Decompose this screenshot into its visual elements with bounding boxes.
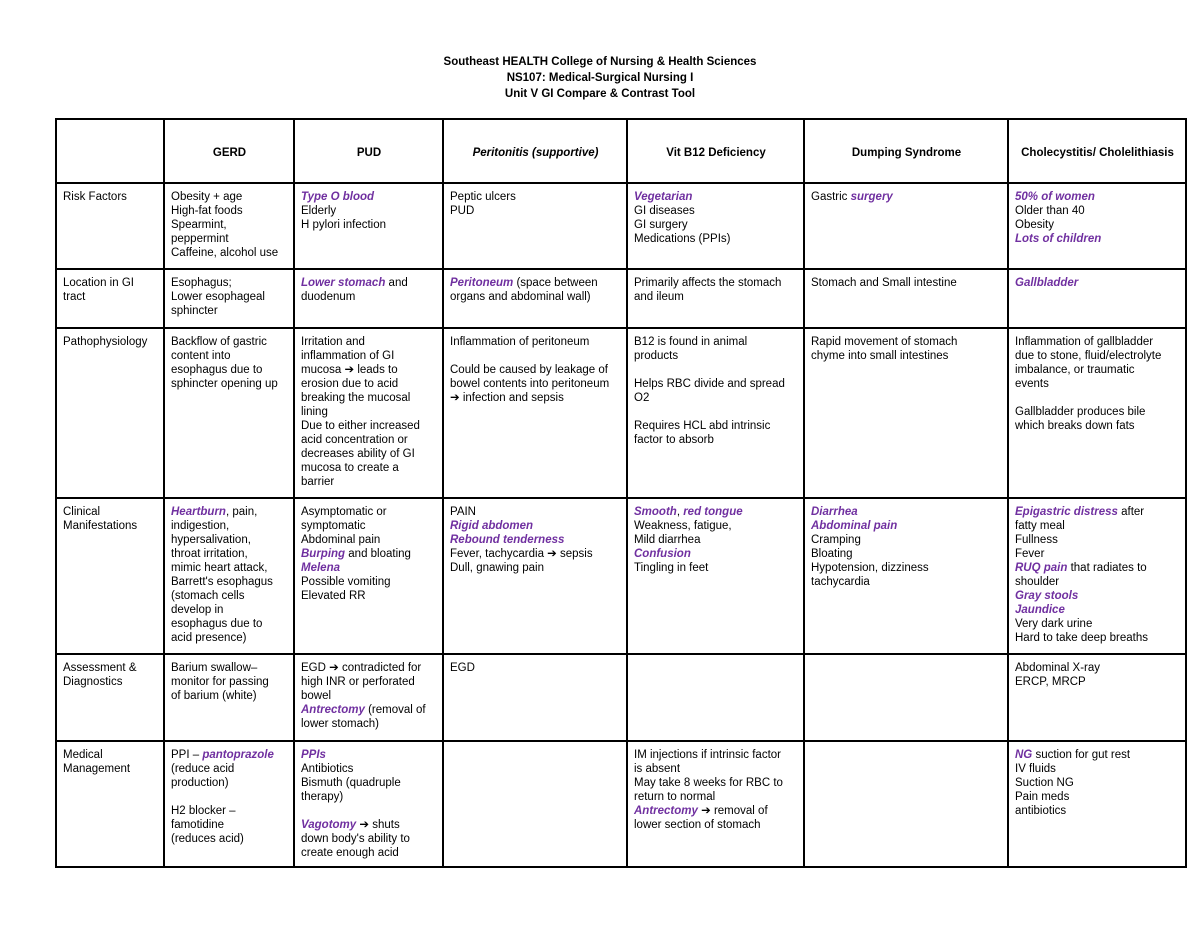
column-header-gerd: GERD [164, 119, 294, 183]
text-line: bowel [301, 690, 332, 703]
cell-medical-pud [294, 741, 443, 867]
text-line: Caffeine, alcohol use [171, 247, 279, 260]
text-line: symptomatic [301, 519, 366, 532]
text-line [171, 505, 288, 519]
unit-title: Unit V GI Compare & Contrast Tool [504, 88, 696, 100]
highlight-text: Lower stomach [301, 277, 386, 290]
spacer [301, 804, 437, 818]
text-line: sphincter [171, 305, 218, 318]
cell-location-gerd [164, 269, 294, 327]
text-line: Stomach and Small intestine [811, 277, 957, 290]
text-line: events [1015, 377, 1049, 390]
cell-patho-cholecystitis [1008, 328, 1186, 498]
row-label: Diagnostics [63, 676, 123, 689]
text-fragment: contradicted for [341, 662, 422, 675]
highlight-text: pantoprazole [202, 748, 274, 761]
highlight-text: Melena [301, 561, 340, 574]
text-fragment: (removal of [364, 704, 426, 717]
text-line: production) [171, 776, 229, 789]
text-line: Asymptomatic or [301, 505, 387, 518]
text-fragment: infection and sepsis [462, 391, 564, 404]
text-line: Peptic ulcers [450, 191, 516, 204]
arrow-right-icon: ➔ [359, 818, 370, 831]
text-fragment: leads to [357, 363, 398, 376]
text-line: therapy) [301, 790, 344, 803]
text-line [301, 276, 437, 290]
text-line: Fever [1015, 547, 1045, 560]
text-line: indigestion, [171, 519, 230, 532]
header-row [56, 119, 1186, 183]
highlight-text: Lots of children [1015, 233, 1102, 246]
text-line: ERCP, MRCP [1015, 676, 1086, 689]
row-label-assess [56, 654, 164, 740]
text-line: Spearmint, [171, 219, 227, 232]
text-line: monitor for passing [171, 676, 269, 689]
spacer [1015, 391, 1180, 405]
text-line: Medications (PPIs) [634, 233, 731, 246]
highlight-text: Abdominal pain [811, 519, 898, 532]
text-line: O2 [634, 391, 650, 404]
text-line [301, 703, 437, 717]
spacer [634, 363, 798, 377]
text-line [1015, 561, 1180, 575]
text-line: PUD [450, 205, 475, 218]
row-medical-management [56, 741, 1186, 867]
arrow-right-icon: ➔ [329, 662, 339, 675]
text-line: Cramping [811, 533, 861, 546]
text-fragment: , pain, [225, 505, 258, 518]
text-line: Hard to take deep breaths [1015, 631, 1148, 644]
arrow-right-icon: ➔ [547, 547, 557, 560]
text-line: Lower esophageal [171, 291, 265, 304]
row-risk-factors [56, 183, 1186, 269]
text-line: Antibiotics [301, 762, 354, 775]
text-line: bowel contents into peritoneum [450, 377, 610, 390]
text-line: inflammation of GI [301, 349, 395, 362]
text-line: Inflammation of gallbladder [1015, 335, 1154, 348]
text-line: Suction NG [1015, 776, 1074, 789]
cell-risk-gerd [164, 183, 294, 269]
cell-assess-pud [294, 654, 443, 740]
row-label-risk [56, 183, 164, 269]
text-line: GI surgery [634, 219, 688, 232]
highlight-text: surgery [850, 191, 893, 204]
text-line: Dull, gnawing pain [450, 561, 544, 574]
highlight-text: Rigid abdomen [450, 519, 534, 532]
text-line: high INR or perforated [301, 676, 415, 689]
highlight-text: Vegetarian [634, 191, 693, 204]
text-line: duodenum [301, 291, 356, 304]
text-line: sphincter opening up [171, 377, 278, 390]
text-line: Barrett's esophagus [171, 575, 273, 588]
text-line [450, 276, 621, 290]
text-line [1015, 505, 1180, 519]
text-fragment: that radiates to [1067, 561, 1147, 574]
text-line: Tingling in feet [634, 561, 709, 574]
text-line: Older than 40 [1015, 205, 1085, 218]
college-name: Southeast HEALTH College of Nursing & Health Sciences [443, 56, 757, 68]
row-label: Medical [63, 748, 103, 761]
highlight-text: Antrectomy [301, 704, 365, 717]
cell-assess-cholecystitis [1008, 654, 1186, 740]
row-pathophysiology [56, 328, 1186, 498]
text-line: lower section of stomach [634, 818, 761, 831]
cell-patho-dumping [804, 328, 1008, 498]
text-line: erosion due to acid [301, 377, 399, 390]
row-label: Pathophysiology [63, 335, 148, 348]
text-line: Barium swallow– [171, 662, 258, 675]
text-line: PAIN [450, 505, 476, 518]
text-line: EGD [450, 662, 475, 675]
text-line: Very dark urine [1015, 617, 1093, 630]
text-line [1015, 748, 1180, 762]
text-line [171, 748, 288, 762]
text-fragment: Gastric [811, 191, 851, 204]
text-line: breaking the mucosal [301, 391, 411, 404]
column-header-dumping: Dumping Syndrome [804, 119, 1008, 183]
spacer [450, 349, 621, 363]
corner-cell [56, 119, 164, 183]
text-line: (reduces acid) [171, 832, 244, 845]
cell-risk-pud [294, 183, 443, 269]
text-fragment: after [1117, 505, 1145, 518]
text-line: is absent [634, 762, 681, 775]
cell-clinical-gerd [164, 498, 294, 654]
text-line: Fullness [1015, 533, 1058, 546]
text-line [634, 804, 798, 818]
cell-medical-gerd [164, 741, 294, 867]
text-line: shoulder [1015, 575, 1060, 588]
cell-clinical-dumping [804, 498, 1008, 654]
text-line: peppermint [171, 233, 229, 246]
highlight-text: Type O blood [301, 191, 375, 204]
text-line: barrier [301, 475, 335, 488]
text-line: imbalance, or traumatic [1015, 363, 1135, 376]
text-line: Inflammation of peritoneum [450, 335, 590, 348]
text-line: Bismuth (quadruple [301, 776, 401, 789]
text-line: (reduce acid [171, 762, 235, 775]
text-line [450, 391, 621, 405]
text-line: High-fat foods [171, 205, 243, 218]
text-line: hypersalivation, [171, 533, 251, 546]
text-fragment: and [385, 277, 408, 290]
cell-medical-dumping [804, 741, 1008, 867]
text-line: famotidine [171, 818, 225, 831]
highlight-text: RUQ pain [1015, 561, 1068, 574]
cell-clinical-cholecystitis [1008, 498, 1186, 654]
document-header [0, 54, 1200, 102]
row-label: Management [63, 762, 131, 775]
text-line: fatty meal [1015, 519, 1065, 532]
text-line: Due to either increased [301, 419, 420, 432]
text-fragment: PPI – [171, 748, 203, 761]
text-line: which breaks down fats [1015, 419, 1135, 432]
text-line: Requires HCL abd intrinsic [634, 419, 771, 432]
text-line: Esophagus; [171, 277, 232, 290]
text-line: Pain meds [1015, 790, 1070, 803]
text-line: due to stone, fluid/electrolyte [1015, 349, 1162, 362]
cell-risk-dumping [804, 183, 1008, 269]
text-line: tachycardia [811, 575, 870, 588]
highlight-text: Gallbladder [1015, 277, 1079, 290]
text-line: Primarily affects the stomach [634, 277, 782, 290]
text-line: decreases ability of GI [301, 447, 415, 460]
text-line: Abdominal pain [301, 533, 381, 546]
row-assessment-diagnostics [56, 654, 1186, 740]
spacer [171, 790, 288, 804]
cell-patho-gerd [164, 328, 294, 498]
text-line [301, 818, 437, 832]
cell-location-b12 [627, 269, 804, 327]
cell-risk-peritonitis [443, 183, 627, 269]
text-line: mucosa to create a [301, 461, 399, 474]
row-label-patho [56, 328, 164, 498]
highlight-text: PPIs [301, 748, 326, 761]
text-fragment: sepsis [560, 547, 593, 560]
text-line: May take 8 weeks for RBC to [634, 776, 783, 789]
course-title: NS107: Medical-Surgical Nursing I [506, 72, 694, 84]
text-fragment: and bloating [345, 547, 411, 560]
arrow-right-icon: ➔ [344, 363, 355, 376]
text-line: Obesity [1015, 219, 1054, 232]
text-line [450, 547, 621, 561]
highlight-text: Diarrhea [811, 505, 858, 518]
cell-risk-b12 [627, 183, 804, 269]
cell-assess-dumping [804, 654, 1008, 740]
column-header-cholecystitis: Cholecystitis/ Cholelithiasis [1008, 119, 1186, 183]
text-line: Hypotension, dizziness [811, 561, 929, 574]
text-line: B12 is found in animal [634, 335, 748, 348]
row-label: Risk Factors [63, 191, 127, 204]
highlight-text: Gray stools [1015, 589, 1079, 602]
text-line: down body's ability to [301, 832, 410, 845]
spacer [634, 405, 798, 419]
row-label: Clinical [63, 505, 101, 518]
text-fragment: , [676, 505, 684, 518]
highlight-text: Epigastric distress [1015, 505, 1118, 518]
text-line: mimic heart attack, [171, 561, 268, 574]
text-line: products [634, 349, 679, 362]
text-line: throat irritation, [171, 547, 248, 560]
text-line: (stomach cells [171, 589, 245, 602]
text-fragment: mucosa [301, 363, 342, 376]
highlight-text: Vagotomy [301, 818, 357, 831]
cell-patho-pud [294, 328, 443, 498]
text-line: Abdominal X-ray [1015, 662, 1101, 675]
text-line [634, 505, 798, 519]
highlight-text: Rebound tenderness [450, 533, 565, 546]
cell-medical-peritonitis [443, 741, 627, 867]
text-fragment: suction for gut rest [1032, 748, 1131, 761]
text-line: esophagus due to [171, 363, 263, 376]
text-line: Elderly [301, 205, 337, 218]
row-location [56, 269, 1186, 327]
text-line: and ileum [634, 291, 684, 304]
arrow-right-icon: ➔ [701, 804, 711, 817]
cell-location-pud [294, 269, 443, 327]
text-line: factor to absorb [634, 433, 714, 446]
compare-contrast-table [55, 118, 1187, 868]
text-line: Helps RBC divide and spread [634, 377, 785, 390]
text-line: content into [171, 349, 231, 362]
text-line: lining [301, 405, 328, 418]
cell-location-cholecystitis [1008, 269, 1186, 327]
row-label: Assessment & [63, 662, 137, 675]
column-header-pud: PUD [294, 119, 443, 183]
text-line: Elevated RR [301, 589, 366, 602]
cell-clinical-pud [294, 498, 443, 654]
text-line [301, 363, 437, 377]
text-line: IV fluids [1015, 762, 1056, 775]
text-fragment: EGD [301, 662, 326, 675]
text-line: chyme into small intestines [811, 349, 949, 362]
text-fragment: removal of [713, 804, 768, 817]
text-line: GI diseases [634, 205, 695, 218]
text-line: H pylori infection [301, 219, 387, 232]
text-line: Weakness, fatigue, [634, 519, 732, 532]
highlight-text: NG [1015, 748, 1033, 761]
cell-assess-b12 [627, 654, 804, 740]
row-label: Manifestations [63, 519, 138, 532]
text-line [301, 547, 437, 561]
text-line: acid concentration or [301, 433, 408, 446]
row-label: Location in GI [63, 277, 134, 290]
cell-location-peritonitis [443, 269, 627, 327]
text-line: Irritation and [301, 335, 365, 348]
highlight-text: 50% of women [1015, 191, 1095, 204]
cell-clinical-peritonitis [443, 498, 627, 654]
text-fragment: shuts [372, 818, 400, 831]
cell-medical-cholecystitis [1008, 741, 1186, 867]
cell-medical-b12 [627, 741, 804, 867]
text-line: organs and abdominal wall) [450, 291, 591, 304]
row-label-medical [56, 741, 164, 867]
text-line: lower stomach) [301, 718, 379, 731]
text-line [301, 661, 437, 675]
text-line: Rapid movement of stomach [811, 335, 958, 348]
highlight-text: red tongue [683, 505, 743, 518]
row-label-clinical [56, 498, 164, 654]
text-line: H2 blocker – [171, 804, 236, 817]
column-header-vit-b12: Vit B12 Deficiency [627, 119, 804, 183]
row-label-location [56, 269, 164, 327]
text-line: develop in [171, 603, 224, 616]
text-line: Bloating [811, 547, 853, 560]
cell-clinical-b12 [627, 498, 804, 654]
text-line: IM injections if intrinsic factor [634, 748, 781, 761]
highlight-text: Burping [301, 547, 346, 560]
text-line: esophagus due to [171, 617, 263, 630]
cell-assess-gerd [164, 654, 294, 740]
row-clinical-manifestations [56, 498, 1186, 654]
text-line: acid presence) [171, 631, 247, 644]
highlight-text: Jaundice [1015, 603, 1065, 616]
cell-patho-peritonitis [443, 328, 627, 498]
text-line: Mild diarrhea [634, 533, 701, 546]
cell-patho-b12 [627, 328, 804, 498]
text-line: return to normal [634, 790, 716, 803]
text-line: create enough acid [301, 846, 399, 859]
text-line: Obesity + age [171, 191, 243, 204]
text-line: Backflow of gastric [171, 335, 267, 348]
highlight-text: Confusion [634, 547, 691, 560]
arrow-right-icon: ➔ [450, 391, 460, 404]
cell-location-dumping [804, 269, 1008, 327]
cell-risk-cholecystitis [1008, 183, 1186, 269]
highlight-text: Peritoneum [450, 277, 514, 290]
highlight-text: Heartburn [171, 505, 226, 518]
text-fragment: Fever, tachycardia [450, 547, 544, 560]
text-fragment: (space between [513, 277, 598, 290]
text-line: Could be caused by leakage of [450, 363, 608, 376]
text-line: Gallbladder produces bile [1015, 405, 1146, 418]
text-line [811, 190, 1002, 204]
text-line: of barium (white) [171, 690, 257, 703]
highlight-text: Smooth [634, 505, 677, 518]
cell-assess-peritonitis [443, 654, 627, 740]
text-line: Possible vomiting [301, 575, 391, 588]
text-line: antibiotics [1015, 804, 1067, 817]
highlight-text: Antrectomy [634, 804, 698, 817]
column-header-peritonitis: Peritonitis (supportive) [443, 119, 627, 183]
row-label: tract [63, 291, 86, 304]
